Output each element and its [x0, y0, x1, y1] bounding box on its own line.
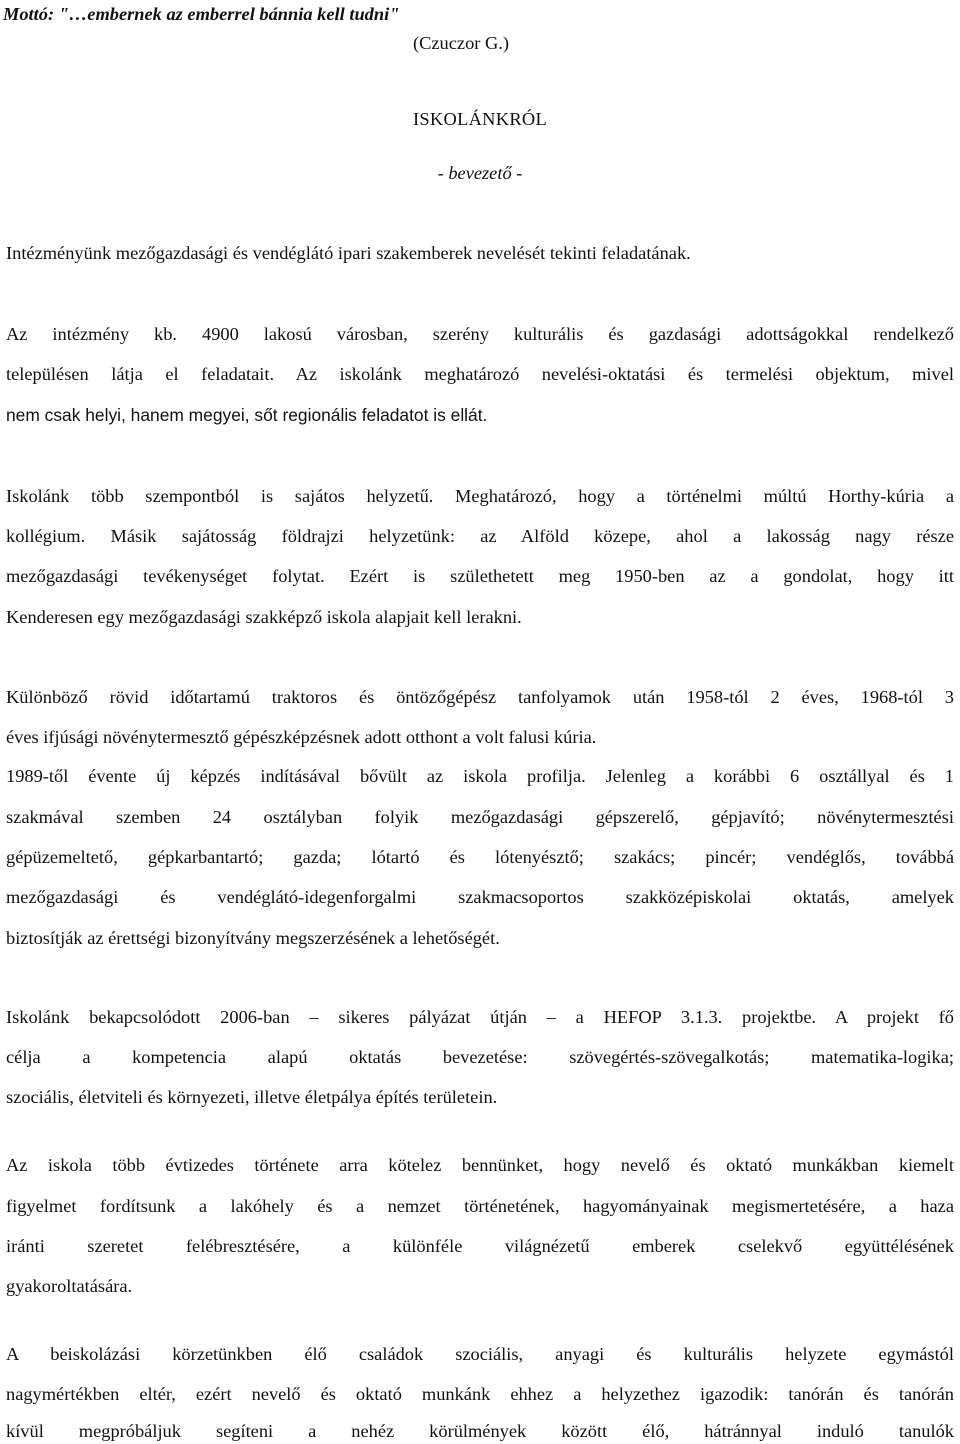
- page-title: ISKOLÁNKRÓL: [412, 109, 548, 129]
- paragraph-4-line-4: szakmával szemben 24 osztályban folyik mezőgazdasági gépszerelő, gépjavító; növénytermesztési: [6, 807, 954, 827]
- page-subtitle: - bevezető -: [437, 163, 523, 183]
- paragraph-3-line-3: mezőgazdasági tevékenységet folytat. Ezért is születhetett meg 1950-ben az a gondolat, hogy itt: [6, 566, 954, 586]
- paragraph-7-line-2: nagymértékben eltér, ezért nevelő és oktató munkánk ehhez a helyzethez igazodik: tanórán és tanórán: [6, 1384, 954, 1404]
- paragraph-5-line-2: célja a kompetencia alapú oktatás bevezetése: szövegértés-szövegalkotás; matematika-logika;: [6, 1047, 954, 1067]
- paragraph-4-line-1: Különböző rövid időtartamú traktoros és öntözőgépész tanfolyamok után 1958-tól 2 éves, 1968-tól 3: [6, 687, 954, 707]
- motto-author: (Czuczor G.): [413, 33, 509, 53]
- paragraph-5-line-3: szociális, életviteli és környezeti, illetve életpálya építés területein.: [6, 1087, 498, 1107]
- paragraph-4-line-6: mezőgazdasági és vendéglátó-idegenforgalmi szakmacsoportos szakközépiskolai oktatás, amelyek: [6, 887, 954, 907]
- motto-line: [3, 3, 954, 25]
- paragraph-7-line-1: A beiskolázási körzetünkben élő családok szociális, anyagi és kulturális helyzete egymástól: [6, 1344, 954, 1364]
- paragraph-7-line-3: kívül megpróbáljuk segíteni a nehéz körülmények között élő, hátránnyal induló tanulók: [6, 1421, 954, 1441]
- paragraph-4-line-5: gépüzemeltető, gépkarbantartó; gazda; lótartó és lótenyésztő; szakács; pincér; vendéglős, továbbá: [6, 847, 954, 867]
- paragraph-4-line-3: 1989-től évente új képzés indításával bővült az iskola profilja. Jelenleg a korábbi 6 osztállyal és 1: [6, 766, 954, 786]
- paragraph-3-line-2: kollégium. Másik sajátosság földrajzi helyzetünk: az Alföld közepe, ahol a lakosság nagy része: [6, 526, 954, 546]
- paragraph-3-line-4: Kenderesen egy mezőgazdasági szakképző iskola alapjait kell lerakni.: [6, 607, 522, 627]
- paragraph-6-line-3: iránti szeretet felébresztésére, a különféle világnézetű emberek cselekvő együttélésének: [6, 1236, 954, 1256]
- motto-quote: "…embernek az emberrel bánnia kell tudni": [54, 4, 400, 24]
- paragraph-6-line-4: gyakoroltatására.: [6, 1276, 133, 1296]
- paragraph-6-line-1: Az iskola több évtizedes története arra kötelez bennünket, hogy nevelő és oktató munkákban kiemelt: [6, 1155, 954, 1175]
- paragraph-3-line-1: Iskolánk több szempontból is sajátos helyzetű. Meghatározó, hogy a történelmi múltú Horthy-kúria a: [6, 486, 954, 506]
- paragraph-5-line-1: Iskolánk bekapcsolódott 2006-ban – sikeres pályázat útján – a HEFOP 3.1.3. projektbe. A projekt fő: [6, 1007, 954, 1027]
- paragraph-2-line-2-text: településen látja el feladatait. Az iskolánk meghatározó nevelési-oktatási és termelési objektum, mivel: [6, 364, 954, 384]
- paragraph-4-line-2: éves ifjúsági növénytermesztő gépészképzésnek adott otthont a volt falusi kúria.: [6, 727, 597, 747]
- paragraph-1-line-1: Intézményünk mezőgazdasági és vendéglátó ipari szakemberek nevelését tekinti feladatának.: [6, 243, 691, 263]
- paragraph-2-line-2: [6, 363, 954, 385]
- motto-label: Mottó:: [3, 4, 55, 24]
- paragraph-2-line-1: Az intézmény kb. 4900 lakosú városban, szerény kulturális és gazdasági adottságokkal rendelkező: [6, 324, 954, 344]
- paragraph-4-line-7: biztosítják az érettségi bizonyítvány megszerzésének a lehetőségét.: [6, 928, 500, 948]
- paragraph-6-line-2: figyelmet fordítsunk a lakóhely és a nemzet történetének, hagyományainak megismertetésére, a haza: [6, 1196, 954, 1216]
- paragraph-2-line-3: nem csak helyi, hanem megyei, sőt regionális feladatot is ellát.: [6, 405, 488, 425]
